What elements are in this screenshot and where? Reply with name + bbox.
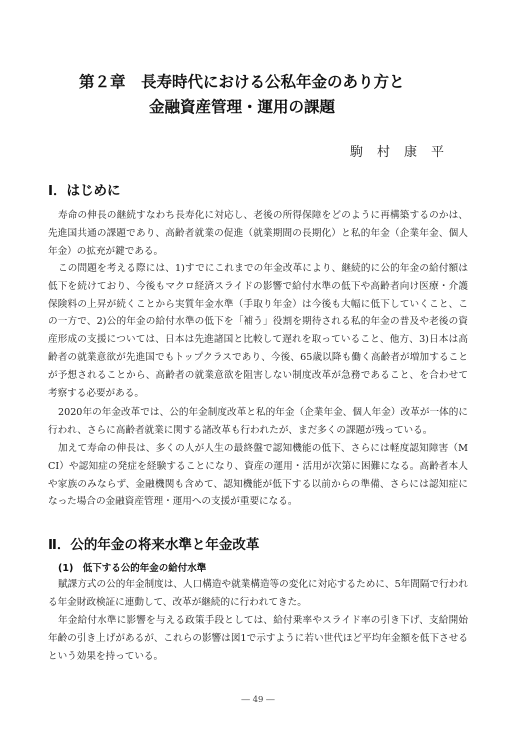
chapter-label: 第２章 [79,73,126,91]
chapter-title-line1: 長寿時代における公私年金のあり方と [141,73,405,91]
chapter-title [79,70,479,120]
subsection-heading: (1) 低下する公的年金の給付水準 [58,563,207,574]
paragraph: この問題を考える際には、1)すでにこれまでの年金改革により、継続的に公的年金の給付額は低下を続けており、今後もマクロ経済スライドの影響で給付水準の低下や高齢者向け医療・介護保険料の上昇が続くことから実質年金水準（手取り年金）は今後も大幅に低下していくこと、この一方で、2)公的年金の給付水準の低下を「補う」役割を期待される私的年金の普及や老後の資産形成の支援については、日本は先進諸国と比較して遅れを取っていること、他方、3)日本は高齢者の就業意欲が先進国でもトップクラスであり、今後、65歳以降も働く高齢者が増加することが予想されることから、高齢者の就業意欲を阻害しない制度改革が急務であること、を合わせて考察する必要がある。 [48,263,468,399]
paragraph: 2020年の年金改革では、公的年金制度改革と私的年金（企業年金、個人年金）改革が一体的に行われ、さらに高齢者就業に関する諸改革も行われたが、まだ多くの課題が残っている。 [48,407,468,436]
author: 駒村康平 [350,145,459,160]
section-heading-introduction: Ⅰ．はじめに [48,183,121,199]
chapter-title-line2: 金融資産管理・運用の課題 [149,98,336,116]
section-heading-public-pension: Ⅱ．公的年金の将来水準と年金改革 [48,537,260,553]
paragraph: 年金給付水準に影響を与える政策手段としては、給付乗率やスライド率の引き下げ、支給開始年齢の引き上げがあるが、これらの影響は図1で示すように若い世代ほど平均年金額を低下させるという効果を持っている。 [48,615,468,662]
page-number: ― 49 ― [241,695,275,705]
paragraph: 賦課方式の公的年金制度は、人口構造や就業構造等の変化に対応するために、5年間隔で行われる年金財政検証に連動して、改革が継続的に行われてきた。 [48,579,468,608]
paragraph: 加えて寿命の伸長は、多くの人が人生の最終盤で認知機能の低下、さらには軽度認知障害（MCI）や認知症の発症を経験することになり、資産の運用・活用が次第に困難になる。高齢者本人や家族のみならず、金融機関も含めて、認知機能が低下する以前からの準備、さらには認知症になった場合の金融資産管理・運用への支援が重要になる。 [48,443,468,508]
paragraph: 寿命の伸長の継続すなわち長寿化に対応し、老後の所得保障をどのように再構築するのかは、先進国共通の課題であり、高齢者就業の促進（就業期間の長期化）と私的年金（企業年金、個人年金）の拡充が鍵である。 [48,210,468,257]
